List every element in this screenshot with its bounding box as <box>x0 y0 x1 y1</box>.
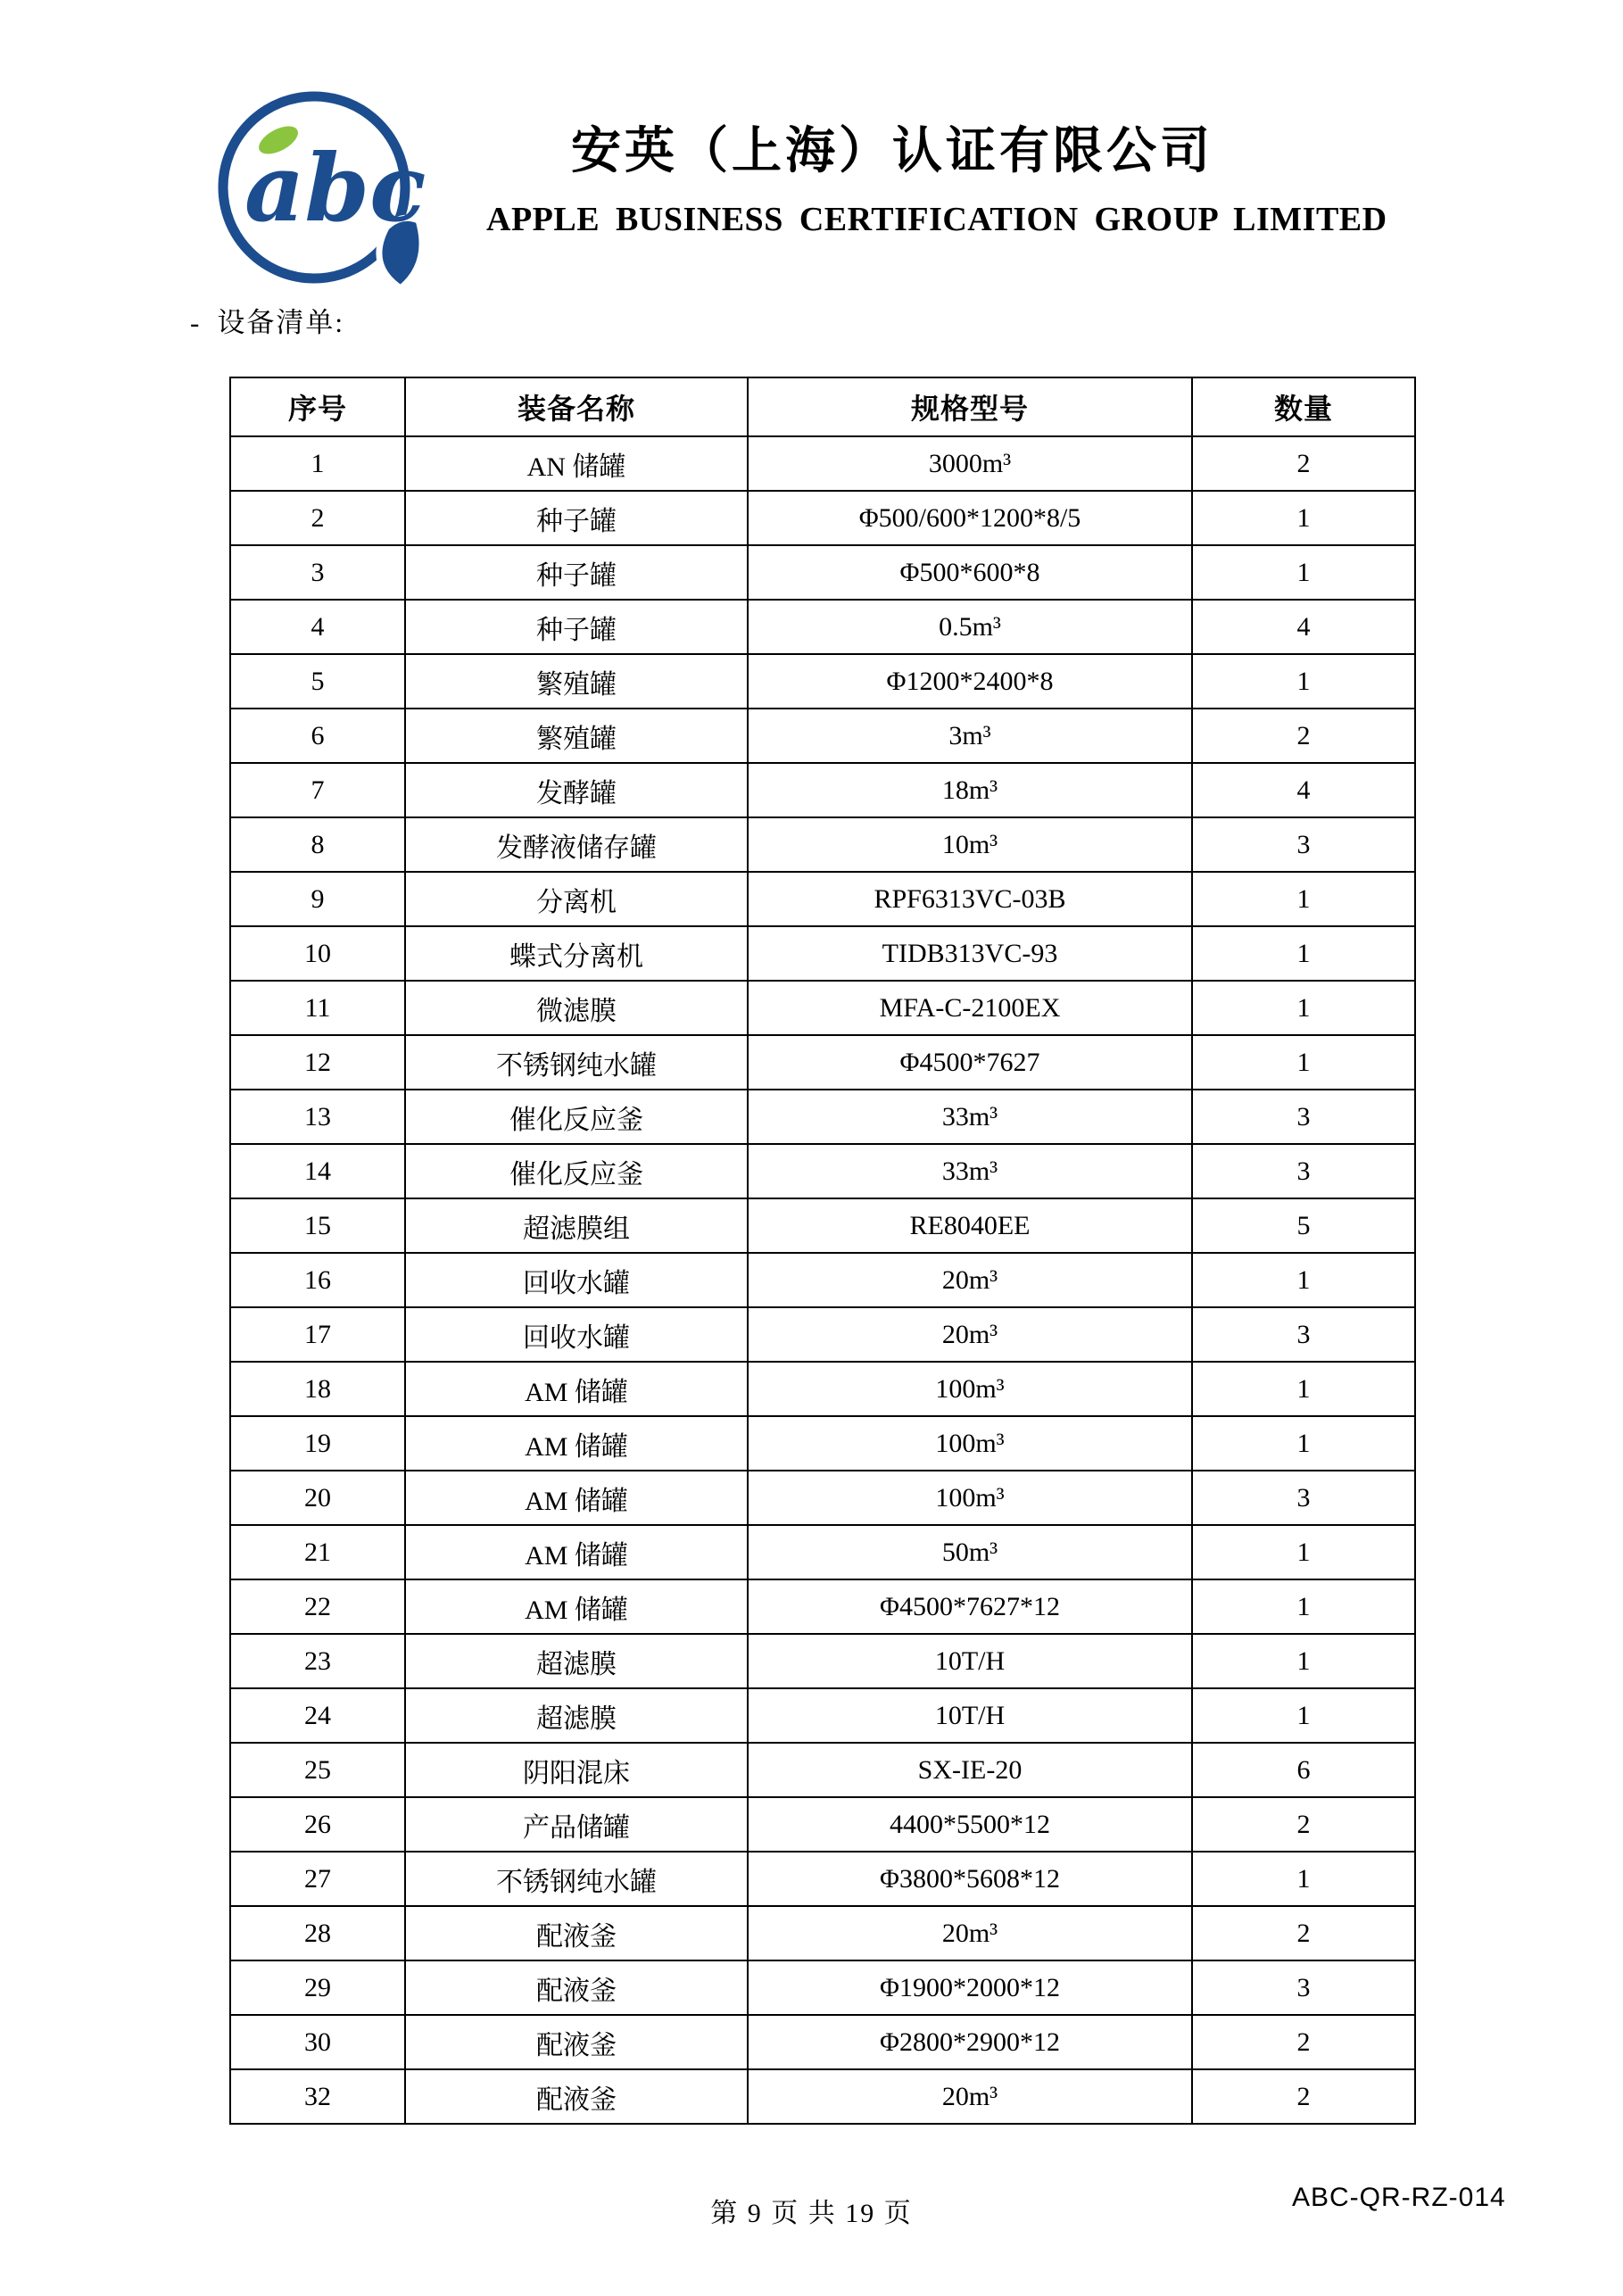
table-cell: 10 <box>230 926 405 981</box>
table-cell: AN 储罐 <box>405 436 748 491</box>
table-cell: 12 <box>230 1035 405 1090</box>
table-row <box>230 1797 1415 1852</box>
table-cell: 5 <box>1192 1198 1415 1253</box>
logo-text: abc <box>244 133 426 243</box>
table-cell: Φ1200*2400*8 <box>748 654 1192 709</box>
table-cell: 繁殖罐 <box>405 654 748 709</box>
table-cell: 发酵罐 <box>405 763 748 817</box>
page-number: 第 9 页 共 19 页 <box>710 2199 913 2228</box>
table-row <box>230 1198 1415 1253</box>
table-cell: 100m³ <box>748 1471 1192 1525</box>
table-cell: 超滤膜 <box>405 1688 748 1743</box>
table-cell: 3 <box>1192 817 1415 872</box>
table-cell: 22 <box>230 1579 405 1634</box>
table-cell: TIDB313VC-93 <box>748 926 1192 981</box>
table-cell: 1 <box>1192 926 1415 981</box>
table-cell: 超滤膜组 <box>405 1198 748 1253</box>
table-cell: 种子罐 <box>405 545 748 600</box>
document-code: ABC-QR-RZ-014 <box>1292 2183 1506 2212</box>
table-cell: 30 <box>230 2015 405 2069</box>
table-row <box>230 1960 1415 2015</box>
table-row <box>230 1362 1415 1416</box>
table-cell: 33m³ <box>748 1144 1192 1198</box>
table-cell: 配液釜 <box>405 1906 748 1960</box>
table-cell: 1 <box>1192 1634 1415 1688</box>
table-cell: 4 <box>1192 600 1415 654</box>
table-cell: 4 <box>230 600 405 654</box>
table-cell: RE8040EE <box>748 1198 1192 1253</box>
table-cell: 回收水罐 <box>405 1253 748 1307</box>
table-cell: 催化反应釜 <box>405 1144 748 1198</box>
column-header-index: 序号 <box>230 377 405 436</box>
table-cell: AM 储罐 <box>405 1471 748 1525</box>
table-cell: 26 <box>230 1797 405 1852</box>
table-cell: 27 <box>230 1852 405 1906</box>
section-label: 设备清单: <box>217 307 344 338</box>
table-cell: 16 <box>230 1253 405 1307</box>
table-row <box>230 1525 1415 1579</box>
table-row <box>230 817 1415 872</box>
table-cell: 10T/H <box>748 1634 1192 1688</box>
table-cell: 2 <box>1192 2069 1415 2124</box>
section-bullet: - <box>190 307 202 338</box>
table-cell: 2 <box>1192 709 1415 763</box>
table-cell: 5 <box>230 654 405 709</box>
table-cell: 3000m³ <box>748 436 1192 491</box>
table-cell: 1 <box>1192 981 1415 1035</box>
table-cell: 1 <box>1192 1525 1415 1579</box>
table-cell: 33m³ <box>748 1090 1192 1144</box>
table-cell: 种子罐 <box>405 600 748 654</box>
table-cell: 种子罐 <box>405 491 748 545</box>
table-cell: 21 <box>230 1525 405 1579</box>
table-cell: 3 <box>230 545 405 600</box>
table-cell: 50m³ <box>748 1525 1192 1579</box>
table-cell: Φ4500*7627*12 <box>748 1579 1192 1634</box>
table-cell: Φ500*600*8 <box>748 545 1192 600</box>
table-cell: 20 <box>230 1471 405 1525</box>
table-cell: 20m³ <box>748 1906 1192 1960</box>
table-row <box>230 1688 1415 1743</box>
table-row <box>230 2015 1415 2069</box>
table-cell: Φ2800*2900*12 <box>748 2015 1192 2069</box>
table-cell: 分离机 <box>405 872 748 926</box>
table-cell: 1 <box>1192 1035 1415 1090</box>
abc-logo-graphic <box>198 85 439 308</box>
table-cell: 4 <box>1192 763 1415 817</box>
equipment-table-head <box>230 377 1415 436</box>
table-cell: 1 <box>230 436 405 491</box>
table-cell: 3 <box>1192 1960 1415 2015</box>
table-cell: 20m³ <box>748 2069 1192 2124</box>
table-cell: 1 <box>1192 1688 1415 1743</box>
table-cell: 20m³ <box>748 1253 1192 1307</box>
table-cell: 产品储罐 <box>405 1797 748 1852</box>
table-cell: 2 <box>1192 436 1415 491</box>
table-row <box>230 981 1415 1035</box>
table-cell: Φ3800*5608*12 <box>748 1852 1192 1906</box>
table-cell: RPF6313VC-03B <box>748 872 1192 926</box>
table-cell: Φ500/600*1200*8/5 <box>748 491 1192 545</box>
table-cell: 10m³ <box>748 817 1192 872</box>
table-cell: 催化反应釜 <box>405 1090 748 1144</box>
table-cell: 配液釜 <box>405 2069 748 2124</box>
table-row <box>230 1307 1415 1362</box>
table-cell: 1 <box>1192 1416 1415 1471</box>
table-row <box>230 926 1415 981</box>
table-cell: AM 储罐 <box>405 1362 748 1416</box>
table-cell: 阴阳混床 <box>405 1743 748 1797</box>
table-cell: 配液釜 <box>405 1960 748 2015</box>
table-row <box>230 1579 1415 1634</box>
table-cell: 发酵液储存罐 <box>405 817 748 872</box>
table-cell: 15 <box>230 1198 405 1253</box>
table-row <box>230 1035 1415 1090</box>
table-cell: 1 <box>1192 545 1415 600</box>
table-cell: 回收水罐 <box>405 1307 748 1362</box>
table-cell: 不锈钢纯水罐 <box>405 1035 748 1090</box>
table-cell: 2 <box>1192 2015 1415 2069</box>
table-cell: 18 <box>230 1362 405 1416</box>
table-cell: 10T/H <box>748 1688 1192 1743</box>
header-row <box>230 377 1415 436</box>
column-header-quantity: 数量 <box>1192 377 1415 436</box>
table-row <box>230 1743 1415 1797</box>
table-cell: 14 <box>230 1144 405 1198</box>
table-cell: 3 <box>1192 1144 1415 1198</box>
table-cell: 6 <box>230 709 405 763</box>
table-cell: MFA-C-2100EX <box>748 981 1192 1035</box>
table-cell: 24 <box>230 1688 405 1743</box>
company-name-en: APPLE BUSINESS CERTIFICATION GROUP LIMITED <box>486 200 1387 238</box>
table-cell: 20m³ <box>748 1307 1192 1362</box>
table-cell: 1 <box>1192 1852 1415 1906</box>
abc-logo <box>198 85 439 308</box>
table-cell: 8 <box>230 817 405 872</box>
table-cell: 微滤膜 <box>405 981 748 1035</box>
table-cell: 25 <box>230 1743 405 1797</box>
table-cell: 1 <box>1192 491 1415 545</box>
equipment-table-body <box>230 436 1415 2124</box>
table-row <box>230 1144 1415 1198</box>
table-cell: SX-IE-20 <box>748 1743 1192 1797</box>
table-cell: 2 <box>230 491 405 545</box>
table-row <box>230 600 1415 654</box>
table-cell: 1 <box>1192 654 1415 709</box>
table-cell: 13 <box>230 1090 405 1144</box>
company-name-cn: 安英（上海）认证有限公司 <box>571 124 1213 179</box>
table-cell: 蝶式分离机 <box>405 926 748 981</box>
table-cell: 3m³ <box>748 709 1192 763</box>
table-row <box>230 1253 1415 1307</box>
table-cell: 28 <box>230 1906 405 1960</box>
table-cell: 1 <box>1192 872 1415 926</box>
section-label-line <box>190 300 344 340</box>
table-row <box>230 709 1415 763</box>
table-row <box>230 1471 1415 1525</box>
table-cell: 3 <box>1192 1307 1415 1362</box>
table-cell: Φ1900*2000*12 <box>748 1960 1192 2015</box>
table-cell: 32 <box>230 2069 405 2124</box>
column-header-spec: 规格型号 <box>748 377 1192 436</box>
table-cell: 超滤膜 <box>405 1634 748 1688</box>
table-cell: 17 <box>230 1307 405 1362</box>
table-cell: AM 储罐 <box>405 1416 748 1471</box>
table-cell: 1 <box>1192 1362 1415 1416</box>
table-cell: 配液釜 <box>405 2015 748 2069</box>
table-cell: Φ4500*7627 <box>748 1035 1192 1090</box>
table-row <box>230 872 1415 926</box>
table-row <box>230 2069 1415 2124</box>
table-cell: 繁殖罐 <box>405 709 748 763</box>
table-cell: 不锈钢纯水罐 <box>405 1852 748 1906</box>
table-row <box>230 491 1415 545</box>
table-cell: 6 <box>1192 1743 1415 1797</box>
equipment-table <box>229 377 1416 2125</box>
table-cell: 9 <box>230 872 405 926</box>
header-title-block <box>486 124 1387 239</box>
table-cell: 2 <box>1192 1906 1415 1960</box>
column-header-name: 装备名称 <box>405 377 748 436</box>
table-row <box>230 436 1415 491</box>
table-cell: 7 <box>230 763 405 817</box>
table-cell: AM 储罐 <box>405 1579 748 1634</box>
table-cell: 1 <box>1192 1253 1415 1307</box>
table-cell: AM 储罐 <box>405 1525 748 1579</box>
table-cell: 4400*5500*12 <box>748 1797 1192 1852</box>
table-row <box>230 763 1415 817</box>
table-cell: 2 <box>1192 1797 1415 1852</box>
table-cell: 23 <box>230 1634 405 1688</box>
table-row <box>230 1906 1415 1960</box>
table-row <box>230 1416 1415 1471</box>
table-row <box>230 545 1415 600</box>
table-cell: 19 <box>230 1416 405 1471</box>
table-cell: 18m³ <box>748 763 1192 817</box>
table-row <box>230 1634 1415 1688</box>
table-cell: 3 <box>1192 1471 1415 1525</box>
table-cell: 0.5m³ <box>748 600 1192 654</box>
table-row <box>230 654 1415 709</box>
table-cell: 3 <box>1192 1090 1415 1144</box>
table-row <box>230 1090 1415 1144</box>
table-cell: 29 <box>230 1960 405 2015</box>
table-cell: 100m³ <box>748 1362 1192 1416</box>
table-cell: 1 <box>1192 1579 1415 1634</box>
table-cell: 11 <box>230 981 405 1035</box>
table-cell: 100m³ <box>748 1416 1192 1471</box>
table-row <box>230 1852 1415 1906</box>
